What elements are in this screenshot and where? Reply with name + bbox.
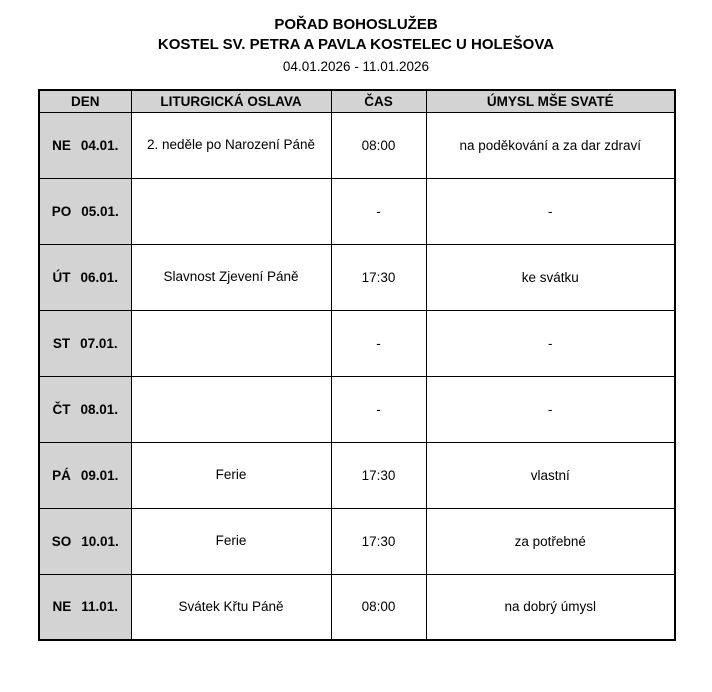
celebration-cell — [131, 310, 331, 376]
celebration-cell: Svátek Křtu Páně — [131, 574, 331, 640]
intention-cell: - — [426, 178, 675, 244]
schedule-table — [38, 89, 676, 641]
day-cell — [39, 310, 131, 376]
celebration-cell — [131, 376, 331, 442]
day-date: 10.01. — [81, 533, 119, 549]
day-date: 11.01. — [81, 599, 119, 615]
table-row — [39, 112, 675, 178]
celebration-cell: Ferie — [131, 442, 331, 508]
page-subtitle: KOSTEL SV. PETRA A PAVLA KOSTELEC U HOLEŠOVA — [157, 36, 555, 53]
day-date: 09.01. — [80, 467, 119, 483]
time-cell: 17:30 — [331, 508, 426, 574]
column-header-umysl: ÚMYSL MŠE SVATÉ — [426, 90, 675, 112]
table-row — [39, 376, 675, 442]
day-abbrev: NE — [52, 599, 72, 615]
intention-cell: vlastní — [426, 442, 675, 508]
day-date: 08.01. — [80, 401, 119, 417]
time-cell: - — [331, 376, 426, 442]
day-cell — [39, 376, 131, 442]
column-header-liturgicka-oslava: LITURGICKÁ OSLAVA — [131, 90, 331, 112]
time-cell: 17:30 — [331, 244, 426, 310]
day-abbrev: ST — [52, 335, 71, 351]
day-abbrev: ČT — [52, 401, 71, 417]
time-cell: - — [331, 310, 426, 376]
intention-cell: na poděkování a za dar zdraví — [426, 112, 675, 178]
table-row — [39, 244, 675, 310]
day-cell — [39, 178, 131, 244]
intention-cell: na dobrý úmysl — [426, 574, 675, 640]
day-date: 05.01. — [81, 203, 119, 219]
celebration-cell: Slavnost Zjevení Páně — [131, 244, 331, 310]
celebration-cell: 2. neděle po Narození Páně — [131, 112, 331, 178]
table-row — [39, 178, 675, 244]
day-abbrev: NE — [52, 137, 71, 153]
intention-cell: - — [426, 310, 675, 376]
intention-cell: ke svátku — [426, 244, 675, 310]
day-abbrev: PÁ — [52, 467, 71, 483]
day-cell — [39, 508, 131, 574]
time-cell: 17:30 — [331, 442, 426, 508]
day-cell — [39, 442, 131, 508]
day-cell — [39, 112, 131, 178]
table-row — [39, 508, 675, 574]
day-cell — [39, 244, 131, 310]
time-cell: - — [331, 178, 426, 244]
day-date: 07.01. — [80, 335, 118, 351]
page-title: POŘAD BOHOSLUŽEB — [274, 16, 438, 33]
column-header-den: DEN — [39, 90, 131, 112]
column-header-cas: ČAS — [331, 90, 426, 112]
day-abbrev: SO — [51, 533, 72, 549]
table-row — [39, 442, 675, 508]
time-cell: 08:00 — [331, 112, 426, 178]
table-row — [39, 310, 675, 376]
day-date: 06.01. — [80, 269, 119, 285]
table-row — [39, 574, 675, 640]
celebration-cell: Ferie — [131, 508, 331, 574]
intention-cell: za potřebné — [426, 508, 675, 574]
time-cell: 08:00 — [331, 574, 426, 640]
day-date: 04.01. — [80, 137, 119, 153]
table-header-row — [39, 90, 675, 112]
day-cell — [39, 574, 131, 640]
celebration-cell — [131, 178, 331, 244]
intention-cell: - — [426, 376, 675, 442]
day-abbrev: ÚT — [52, 269, 71, 285]
day-abbrev: PO — [51, 203, 72, 219]
document-header — [0, 0, 712, 75]
date-range: 04.01.2026 - 11.01.2026 — [282, 59, 430, 74]
